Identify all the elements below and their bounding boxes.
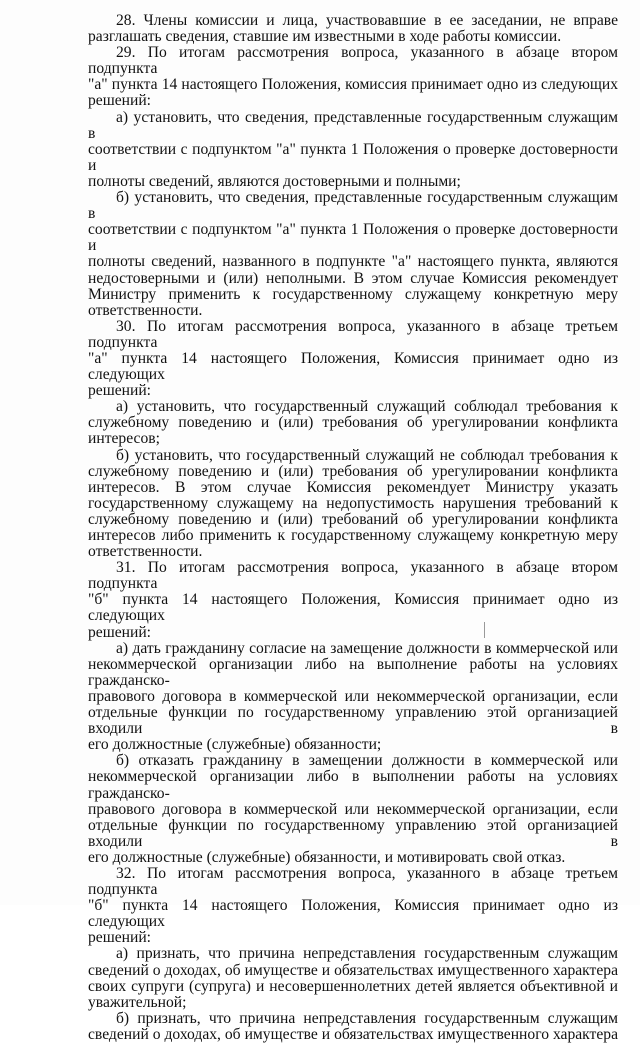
text-line: его должностные (служебные) обязанности, и мотивировать свой отказ.: [88, 848, 566, 866]
text-line: б) отказать гражданину в замещении должности в коммерческой или: [116, 752, 618, 770]
text-line: б) установить, что государственный служащий не соблюдал требования к: [116, 446, 618, 464]
text-line: "б" пункта 14 настоящего Положения, Комиссия принимает одно из следующих: [88, 591, 618, 625]
document-body: [88, 13, 618, 1043]
text-line: правового договора в коммерческой или некоммерческой организации, если: [88, 687, 618, 705]
text-line: его должностные (служебные) обязанности;: [88, 736, 382, 754]
text-line: 28. Члены комиссии и лица, участвовавшие в ее заседании, не вправе: [116, 12, 618, 29]
text-line: соответствии с подпунктом "а" пункта 1 Положения о проверке достоверности и: [88, 221, 618, 255]
text-line: отдельные функции по государственному управлению этой организацией входили в: [88, 816, 618, 850]
text-line: интересов либо применить к государственному служащему конкретную меру: [88, 527, 618, 544]
text-line: 32. По итогам рассмотрения вопроса, указанного в абзаце третьем подпункта: [88, 864, 618, 899]
text-line: служебному поведению и (или) требования об урегулировании конфликта: [88, 414, 618, 432]
text-line: а) установить, что сведения, представленные государственным служащим в: [88, 108, 618, 142]
text-line: "а" пункта 14 настоящего Положения, Комиссия принимает одно из следующих: [88, 349, 618, 384]
text-line: своих супруги (супруга) и несовершеннолетних детей является объективной и: [88, 977, 618, 995]
text-line: решений:: [88, 382, 152, 400]
text-line: соответствии с подпунктом "а" пункта 1 Положения о проверке достоверности и: [88, 140, 618, 174]
text-line: "а" пункта 14 настоящего Положения, комиссия принимает одно из следующих: [88, 76, 618, 94]
text-line: государственному служащему на недопустимость нарушения требований к: [88, 494, 618, 512]
text-line: некоммерческой организации либо на выполнение работы на условиях гражданско-: [88, 655, 618, 689]
text-line: Министру применить к государственному служащему конкретную меру: [88, 285, 618, 303]
text-line: а) установить, что государственный служащий соблюдал требования к: [116, 398, 618, 416]
text-line: некоммерческой организации либо в выполнении работы на условиях гражданско-: [88, 768, 618, 802]
text-line: служебному поведению и (или) требования об урегулировании конфликта: [88, 462, 618, 480]
text-line: полноты сведений, являются достоверными и полными;: [88, 172, 461, 190]
text-line: ответственности.: [88, 543, 203, 561]
text-line: а) дать гражданину согласие на замещение должности в коммерческой или: [116, 639, 618, 657]
text-line: сведений о доходах, об имуществе и обязательствах имущественного характера: [88, 1025, 618, 1043]
text-line: правового договора в коммерческой или некоммерческой организации, если: [88, 800, 618, 818]
text-line: интересов;: [88, 430, 160, 448]
text-line: ответственности.: [88, 301, 203, 319]
text-line: 29. По итогам рассмотрения вопроса, указанного в абзаце втором подпункта: [88, 44, 618, 78]
text-line: полноты сведений, названного в подпункте "а" настоящего пункта, являются: [88, 253, 618, 271]
text-line: уважительной;: [88, 993, 187, 1011]
text-line: решений:: [88, 92, 152, 110]
text-line: решений:: [88, 929, 152, 947]
text-line: отдельные функции по государственному управлению этой организацией входили в: [88, 704, 618, 738]
text-line: "б" пункта 14 настоящего Положения, Комиссия принимает одно из следующих: [88, 897, 618, 931]
text-line: сведений о доходах, об имуществе и обязательствах имущественного характера: [88, 961, 618, 979]
text-line: решений:: [88, 623, 152, 641]
scan-artifact-line: [484, 622, 485, 638]
text-line: служебному поведению и (или) требований об урегулировании конфликта: [88, 510, 618, 528]
text-line: б) установить, что сведения, представленные государственным служащим в: [88, 189, 618, 223]
text-line: недостоверными и (или) неполными. В этом случае Комиссия рекомендует: [88, 269, 618, 287]
text-line: разглашать сведения, ставшие им известными в ходе работы комиссии.: [88, 28, 562, 46]
text-line: интересов. В этом случае Комиссия рекомендует Министру указать: [88, 478, 618, 496]
text-line: 30. По итогам рассмотрения вопроса, указанного в абзаце третьем подпункта: [88, 317, 618, 351]
text-line: 31. По итогам рассмотрения вопроса, указанного в абзаце втором подпункта: [88, 559, 618, 593]
text-line: б) признать, что причина непредставления государственным служащим: [116, 1009, 618, 1027]
text-line: а) признать, что причина непредставления государственным служащим: [116, 945, 618, 963]
